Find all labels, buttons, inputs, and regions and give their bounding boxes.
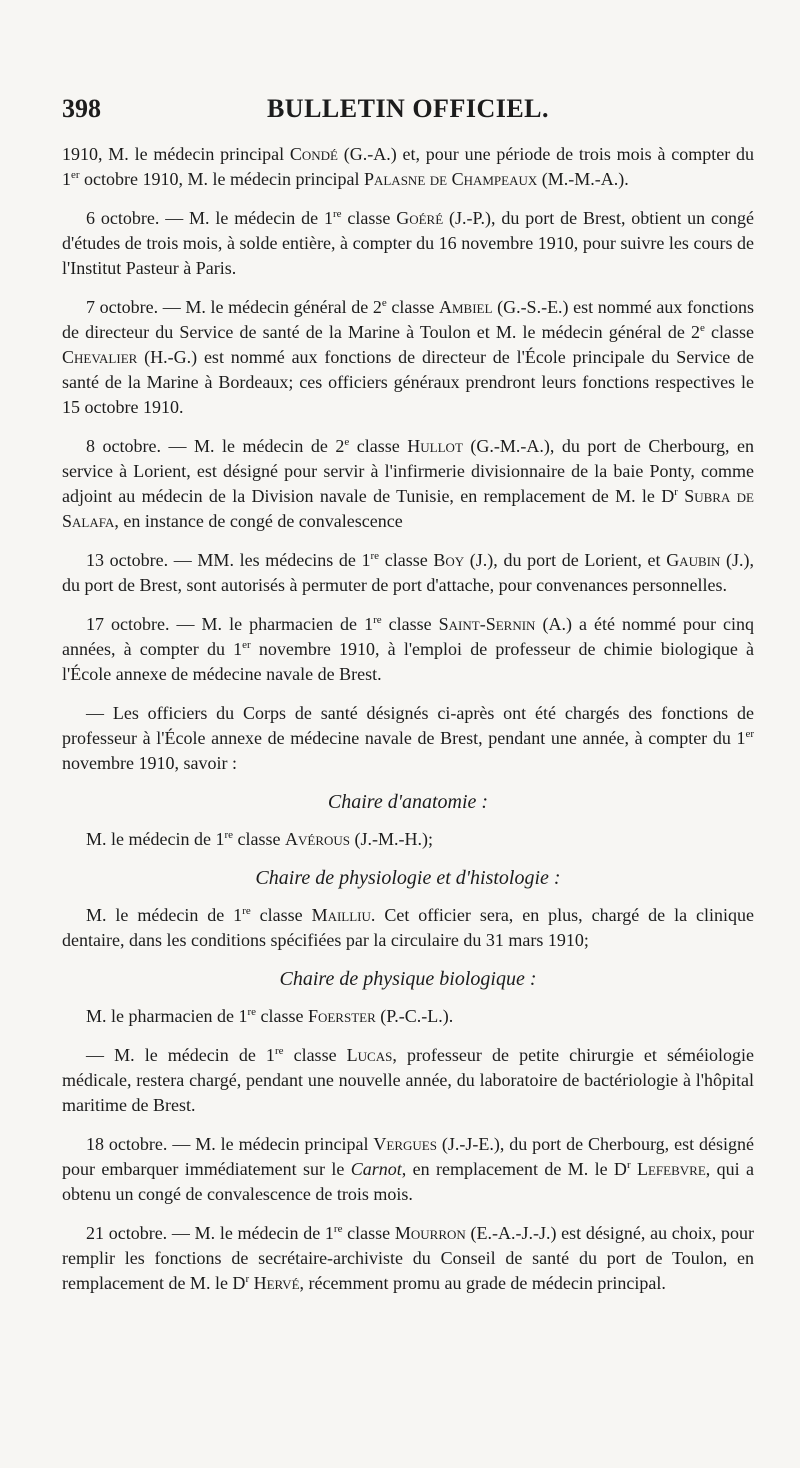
person-name: Lefebvre: [636, 1159, 706, 1179]
superscript: er: [71, 169, 80, 181]
person-name: Subra de Salafa: [62, 486, 754, 531]
text-run: 1910, M. le médecin principal: [62, 144, 290, 164]
superscript: er: [745, 728, 754, 740]
text-run: , en remplacement de M. le D: [401, 1159, 627, 1179]
text-run: (E.-A.-J.-J.) est désigné, au choix, pour remplir les fonctions de secrétaire-archiviste du Conseil de santé du port de Toulon, en remplacement de M. le D: [62, 1223, 754, 1293]
superscript: re: [370, 550, 380, 562]
text-run: (G.-A.) et, pour une période de trois mois à compter du 1: [62, 144, 754, 189]
text-run: , récemment promu au grade de médecin principal.: [299, 1273, 666, 1293]
section-heading: Chaire d'anatomie :: [327, 791, 489, 813]
person-name: Hervé: [253, 1273, 300, 1293]
text-run: classe: [379, 550, 434, 570]
paragraph: [62, 295, 754, 420]
text-run: classe: [233, 829, 285, 849]
text-run: octobre 1910, M. le médecin principal: [79, 169, 364, 189]
superscript: re: [332, 208, 342, 220]
person-name: Ambiel: [439, 297, 493, 317]
text-run: classe: [704, 322, 754, 342]
person-name: Goéré: [396, 208, 444, 228]
text-run: 7 octobre. — M. le médecin général de 2: [86, 297, 382, 317]
paragraph: [62, 142, 754, 192]
text-run: — Les officiers du Corps de santé désignés ci-après ont été chargés des fonctions de professeur à l'École annexe de médecine navale de Brest, pendant une année, à compter du 1: [62, 703, 754, 748]
text-run: (J.), du port de Lorient, et: [464, 550, 667, 570]
text-run: — M. le médecin de 1: [86, 1045, 275, 1065]
paragraph: [62, 1004, 754, 1029]
paragraph: [62, 1043, 754, 1118]
text-run: 21 octobre. — M. le médecin de 1: [86, 1223, 334, 1243]
text-run: (J.-M.-H.);: [350, 829, 434, 849]
superscript: e: [344, 436, 350, 448]
text-run: 13 octobre. — MM. les médecins de 1: [86, 550, 371, 570]
text-run: classe: [386, 297, 439, 317]
superscript: r: [245, 1273, 250, 1285]
text-run: 6 octobre. — M. le médecin de 1: [86, 208, 333, 228]
ship-name: Carnot: [350, 1159, 402, 1179]
superscript: re: [373, 614, 382, 626]
text-run: classe: [250, 905, 312, 925]
text-run: classe: [341, 208, 397, 228]
text-run: classe: [342, 1223, 395, 1243]
text-run: 18 octobre. — M. le médecin principal: [86, 1134, 374, 1154]
text-run: (M.-M.-A.).: [537, 169, 629, 189]
text-run: (J.-J-E.), du port de Cherbourg, est désigné pour embarquer immédiatement sur le: [62, 1134, 754, 1179]
person-name: Chevalier: [62, 347, 138, 367]
page-number: 398: [62, 94, 101, 123]
text-run: M. le médecin de 1: [86, 905, 243, 925]
text-run: classe: [255, 1006, 308, 1026]
text-run: classe: [349, 436, 408, 456]
running-title: BULLETIN OFFICIEL.: [266, 94, 550, 123]
person-name: Vergues: [373, 1134, 437, 1154]
person-name: Saint-Sernin: [438, 614, 536, 634]
paragraph: [62, 612, 754, 687]
text-run: (P.-C.-L.).: [375, 1006, 454, 1026]
text-run: . Cet officier sera, en plus, chargé de la clinique dentaire, dans les conditions spécifiées par la circulaire du 31 mars 1910;: [62, 905, 754, 950]
text-run: 17 octobre. — M. le pharmacien de 1: [86, 614, 374, 634]
text-run: (G.-S.-E.) est nommé aux fonctions de directeur du Service de santé de la Marine à Toulon et M. le médecin général de 2: [62, 297, 755, 342]
paragraph: [62, 434, 754, 534]
paragraph: [62, 206, 754, 281]
superscript: re: [333, 1223, 343, 1235]
person-name: Palasne de Champeaux: [363, 169, 538, 189]
text-run: classe: [381, 614, 439, 634]
superscript: re: [274, 1045, 284, 1057]
superscript: re: [247, 1006, 256, 1018]
document-body: [62, 142, 754, 1310]
text-run: (J.-P.), du port de Brest, obtient un congé d'études de trois mois, à solde entière, à compter du 16 novembre 1910, pour suivre les cours de l'Institut Pasteur à Paris.: [62, 208, 754, 278]
text-run: M. le médecin de 1: [86, 829, 225, 849]
section-heading: Chaire de physique biologique :: [279, 968, 537, 990]
superscript: er: [242, 639, 251, 651]
text-run: 8 octobre. — M. le médecin de 2: [86, 436, 345, 456]
superscript: e: [381, 297, 387, 309]
text-run: classe: [283, 1045, 347, 1065]
superscript: r: [674, 486, 678, 498]
person-name: Hullot: [407, 436, 463, 456]
paragraph: [62, 701, 754, 776]
paragraph: [62, 827, 754, 852]
person-name: Boy: [433, 550, 465, 570]
text-run: (G.-M.-A.), du port de Cherbourg, en service à Lorient, est désigné pour servir à l'infirmerie divisionnaire de la baie Ponty, comme adjoint au médecin de la Division navale de Tunisie, en remplacement de M. le D: [62, 436, 754, 506]
text-run: , en instance de congé de convalescence: [114, 511, 403, 531]
text-run: M. le pharmacien de 1: [86, 1006, 248, 1026]
text-run: (A.) a été nommé pour cinq années, à compter du 1: [62, 614, 755, 659]
person-name: Condé: [289, 144, 338, 164]
text-run: (J.), du port de Brest, sont autorisés à permuter de port d'attache, pour convenances personnelles.: [62, 550, 755, 595]
person-name: Foerster: [307, 1006, 376, 1026]
superscript: re: [224, 829, 234, 841]
text-run: novembre 1910, à l'emploi de professeur de chimie biologique à l'École annexe de médecine navale de Brest.: [62, 639, 754, 684]
superscript: re: [242, 905, 251, 917]
page-header: [62, 94, 754, 128]
person-name: Lucas: [346, 1045, 393, 1065]
text-run: novembre 1910, savoir :: [62, 753, 237, 773]
text-run: , professeur de petite chirurgie et séméiologie médicale, restera chargé, pendant une nouvelle année, du laboratoire de bactériologie à l'hôpital maritime de Brest.: [62, 1045, 754, 1115]
paragraph: [62, 1221, 754, 1296]
paragraph: [62, 1132, 754, 1207]
superscript: r: [626, 1159, 631, 1171]
person-name: Mailliu: [311, 905, 371, 925]
section-heading: Chaire de physiologie et d'histologie :: [255, 867, 561, 889]
person-name: Avérous: [285, 829, 351, 849]
person-name: Mourron: [394, 1223, 466, 1243]
paragraph: [62, 903, 754, 953]
person-name: Gaubin: [666, 550, 721, 570]
superscript: e: [699, 322, 705, 334]
paragraph: [62, 548, 754, 598]
text-run: (H.-G.) est nommé aux fonctions de directeur de l'École principale du Service de santé de la Marine à Bordeaux; ces officiers généraux prendront leurs fonctions respectives le 15 octobre 1910.: [62, 347, 754, 417]
text-run: , qui a obtenu un congé de convalescence de trois mois.: [62, 1159, 754, 1204]
